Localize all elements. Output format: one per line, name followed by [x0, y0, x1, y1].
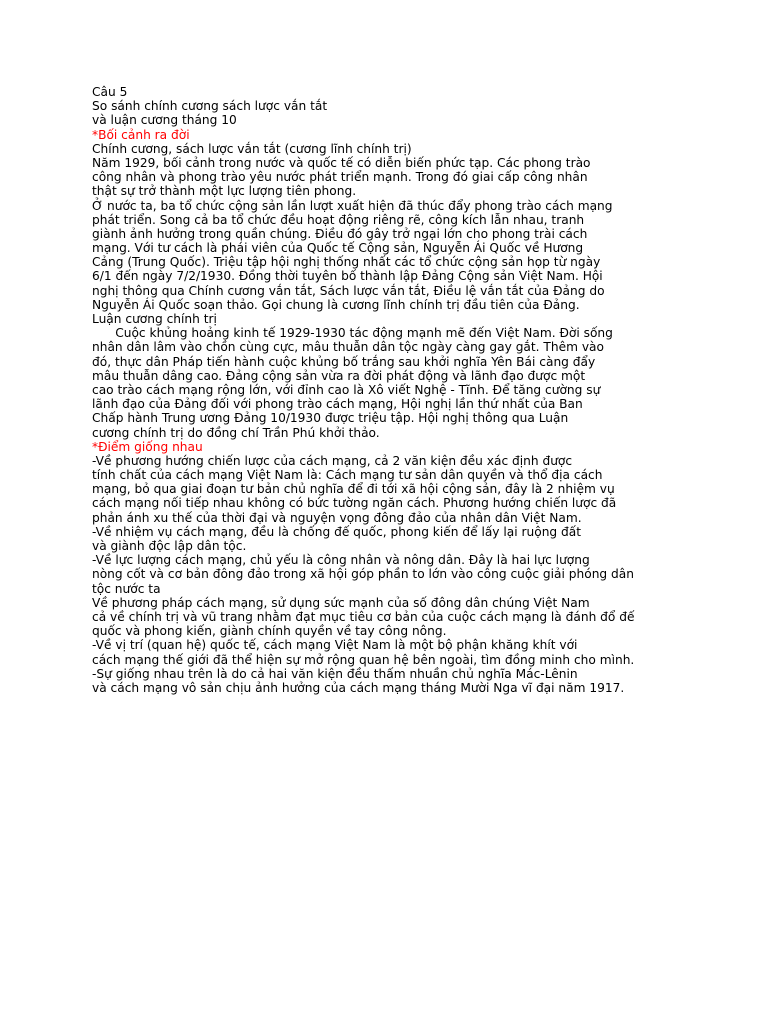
text-line: Cảng (Trung Quốc). Triệu tập hội nghị thống nhất các tổ chức cộng sản họp từ ngày: [92, 255, 601, 270]
text-line: -Về phương hướng chiến lược của cách mạng, cả 2 văn kiện đều xác định được: [92, 453, 573, 468]
text-line: mâu thuẫn dâng cao. Đảng cộng sản vừa ra đời phát động và lãnh đạo được một: [92, 368, 586, 383]
text-line: lãnh đạo của Đảng đối với phong trào cách mạng, Hội nghị lần thứ nhất của Ban: [92, 397, 583, 412]
text-line: Câu 5: [92, 85, 128, 99]
text-line: và giành độc lập dân tộc.: [92, 539, 247, 553]
text-line: phản ánh xu thế của thời đại và nguyện vọng đông đảo của nhân dân Việt Nam.: [92, 510, 582, 525]
text-line: Về phương pháp cách mạng, sử dụng sức mạnh của số đông dân chúng Việt Nam: [92, 595, 590, 610]
text-line: mạng, bỏ qua giai đoạn tư bản chủ nghĩa để đi tới xã hội cộng sản, đây là 2 nhiệm vụ: [92, 482, 615, 497]
text-line: phát triển. Song cả ba tổ chức đều hoạt động riêng rẽ, công kích lẫn nhau, tranh: [92, 212, 585, 227]
text-line: cách mạng thế giới đã thể hiện sự mở rộng quan hệ bên ngoài, tìm đồng minh cho mình.: [92, 652, 635, 667]
text-line: Năm 1929, bối cảnh trong nước và quốc tế có diễn biến phức tạp. Các phong trào: [92, 155, 591, 170]
text-line: nghị thông qua Chính cương vắn tắt, Sách lược vắn tắt, Điều lệ vắn tắt của Đảng do: [92, 283, 605, 298]
text-line: tộc nước ta: [92, 581, 161, 596]
text-line: 6/1 đến ngày 7/2/1930. Đồng thời tuyên bố thành lập Đảng Cộng sản Việt Nam. Hội: [92, 269, 603, 284]
text-line: thật sự trở thành một lực lượng tiên phong.: [92, 184, 357, 199]
text-line: nòng cốt và cơ bản đông đảo trong xã hội góp phần to lớn vào công cuộc giải phóng dân: [92, 567, 634, 582]
text-line: -Sự giống nhau trên là do cả hai văn kiện đều thấm nhuần chủ nghĩa Mác-Lênin: [92, 666, 578, 681]
text-line: Nguyễn Ái Quốc soạn thảo. Gọi chung là cương lĩnh chính trị đầu tiên của Đảng.: [92, 297, 580, 312]
text-line: -Về vị trí (quan hệ) quốc tế, cách mạng Việt Nam là một bộ phận khăng khít với: [92, 638, 578, 653]
text-line: quốc và phong kiến, giành chính quyền về tay công nông.: [92, 624, 447, 639]
section-heading: *Bối cảnh ra đời: [92, 127, 190, 142]
text-line: đó, thực dân Pháp tiến hành cuộc khủng bố trắng sau khởi nghĩa Yên Bái càng đẩy: [92, 354, 596, 369]
document-body: [92, 85, 682, 695]
text-line: Chính cương, sách lược vắn tắt (cương lĩnh chính trị): [92, 141, 412, 156]
text-line: nhân dân lâm vào chồn cùng cực, mâu thuẫn dân tộc ngày càng gay gắt. Thêm vào: [92, 340, 604, 355]
section-heading: *Điểm giống nhau: [92, 439, 203, 454]
text-line: tính chất của cách mạng Việt Nam là: Cách mạng tư sản dân quyền và thổ địa cách: [92, 468, 603, 483]
text-line: và cách mạng vô sản chịu ảnh hưởng của cách mạng tháng Mười Nga vĩ đại năm 1917.: [92, 680, 625, 695]
text-line: cương chính trị do đồng chí Trần Phú khởi thảo.: [92, 425, 380, 440]
text-line: mạng. Với tư cách là phái viên của Quốc tế Cộng sản, Nguyễn Ái Quốc về Hương: [92, 241, 584, 256]
text-line: Chấp hành Trung ương Đảng 10/1930 được triệu tập. Hội nghị thông qua Luận: [92, 411, 569, 426]
text-line: cả về chính trị và vũ trang nhằm đạt mục tiêu cơ bản của cuộc cách mạng là đánh đổ đế: [92, 609, 635, 624]
text-line: -Về nhiệm vụ cách mạng, đều là chống đế quốc, phong kiến để lấy lại ruộng đất: [92, 524, 582, 539]
text-line: và luận cương tháng 10: [92, 113, 237, 128]
text-line: Ở nước ta, ba tổ chức cộng sản lần lượt xuất hiện đã thúc đẩy phong trào cách mạng: [92, 198, 613, 213]
text-line: cao trào cách mạng rộng lớn, với đỉnh cao là Xô viết Nghệ - Tĩnh. Để tăng cường sự: [92, 382, 601, 397]
text-line: cách mạng nối tiếp nhau không có bức tường ngăn cách. Phương hướng chiến lược đã: [92, 496, 617, 511]
text-line: -Về lực lượng cách mạng, chủ yếu là công nhân và nông dân. Đây là hai lực lượng: [92, 553, 590, 568]
text-line: So sánh chính cương sách lược vắn tắt: [92, 99, 328, 114]
text-line: công nhân và phong trào yêu nước phát triển mạnh. Trong đó giai cấp công nhân: [92, 170, 588, 185]
text-line: giành ảnh hưởng trong quần chúng. Điều đó gây trở ngại lớn cho phong trài cách: [92, 226, 588, 241]
text-line: Luận cương chính trị: [92, 312, 217, 326]
text-line: Cuộc khủng hoảng kinh tế 1929-1930 tác động mạnh mẽ đến Việt Nam. Đời sống: [92, 326, 613, 341]
